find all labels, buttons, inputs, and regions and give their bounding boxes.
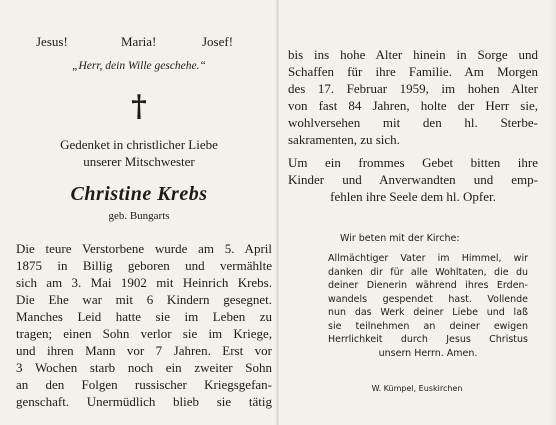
remember-line: Gedenket in christlicher Liebe: [60, 137, 218, 152]
cross-icon: †: [131, 89, 147, 124]
prayer-line: Allmächtiger Vater im Himmel, wir: [328, 253, 528, 264]
bio-line: Die teure Verstorbene wurde am 5. April: [16, 241, 272, 256]
text-line: wohlversehen mit den hl. Sterbe-: [288, 115, 538, 130]
invocation-josef: Josef!: [202, 34, 234, 49]
prayer-line: Herrlichkeit durch Jesus Christus: [328, 334, 528, 345]
remember-text: [0, 136, 278, 170]
request-line: Kinder und Anverwandten und emp-: [288, 172, 538, 187]
right-page: [278, 0, 556, 425]
bio-line: Manches Leid hatte sie im Leben zu: [16, 309, 272, 324]
bio-line: genschaft. Unermüdlich blieb sie tätig: [16, 394, 272, 409]
bio-line: Die Ehe war mit 6 Kindern gesegnet.: [16, 292, 272, 307]
bio-line: tragen; einen Sohn verlor sie im Kriege,: [16, 326, 272, 341]
prayer-line: deiner Dienerin während ihres Erden-: [328, 280, 528, 291]
bio-line: 3 Wochen starb noch ein zweiter Sohn: [16, 360, 272, 375]
request-line: fehlen ihre Seele dem hl. Opfer.: [330, 189, 496, 204]
born-name: geb. Bungarts: [108, 210, 170, 222]
text-line: Schaffen für ihre Familie. Am Morgen: [288, 64, 538, 79]
text-line: von fast 84 Jahren, holte der Herr sie,: [288, 98, 538, 113]
prayer-line: nun das Werk deiner Liebe und laß: [328, 307, 528, 318]
bio-line: und ihren Mann vor 7 Jahren. Erst vor: [16, 343, 272, 358]
deceased-name: Christine Krebs: [70, 183, 208, 205]
edge-shadow: [550, 0, 556, 425]
printer-credit: W. Kümpel, Euskirchen: [371, 384, 463, 393]
bio-line: an den Folgen russischer Kriegsgefan-: [16, 377, 272, 392]
invocation-jesus: Jesus!: [36, 34, 68, 49]
motto: „Herr, dein Wille geschehe.“: [72, 60, 206, 72]
remember-line: unserer Mitschwester: [83, 154, 195, 169]
prayer-line: wandels gespendet hast. Vollende: [328, 293, 528, 305]
invocation-maria: Maria!: [121, 34, 157, 49]
prayer-line: unsern Herrn. Amen.: [378, 347, 478, 359]
text-line: sakramenten, zu sich.: [288, 132, 400, 147]
request-line: Um ein frommes Gebet bitten ihre: [288, 155, 538, 170]
text-line: des 17. Februar 1959, im hohen Alter: [288, 81, 538, 96]
bio-line: sich am 3. Mai 1902 mit Heinrich Krebs.: [16, 275, 272, 290]
prayer-line: sie teilnehmen an deiner ewigen: [328, 320, 528, 332]
prayer-line: danken dir für alle Wohltaten, die du: [328, 266, 528, 278]
text-line: bis ins hohe Alter hinein in Sorge und: [288, 47, 538, 62]
bio-line: 1875 in Billig geboren und vermählte: [16, 258, 272, 273]
prayer-title: Wir beten mit der Kirche:: [340, 233, 460, 244]
